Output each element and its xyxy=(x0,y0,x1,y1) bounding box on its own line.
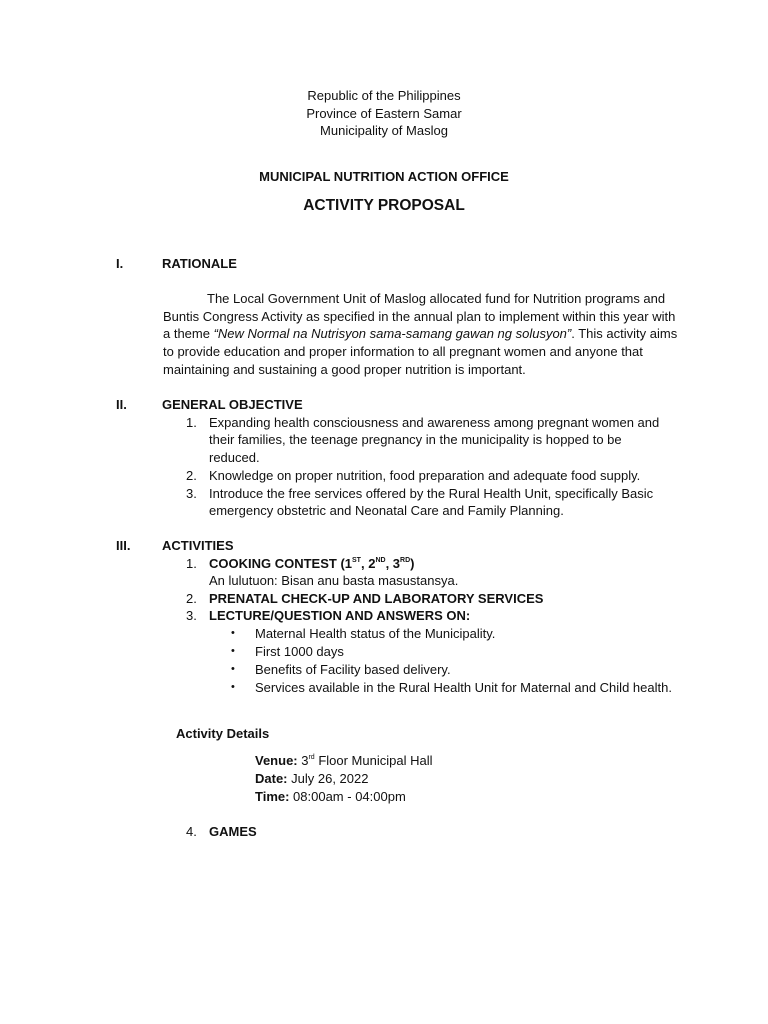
ordinal-suffix: RD xyxy=(400,557,411,564)
objective-number: 1. xyxy=(186,415,197,430)
section-heading-rationale: RATIONALE xyxy=(162,256,237,271)
venue-ordinal-suffix: rd xyxy=(308,754,315,761)
activity-number: 1. xyxy=(186,556,197,571)
office-name: MUNICIPAL NUTRITION ACTION OFFICE xyxy=(259,169,509,184)
ordinal-suffix: ND xyxy=(375,557,386,564)
section-heading-objective: GENERAL OBJECTIVE xyxy=(162,397,303,412)
bullet-icon: • xyxy=(231,627,235,639)
time-line xyxy=(255,788,406,806)
objective-number: 3. xyxy=(186,486,197,501)
venue-line xyxy=(255,752,432,770)
rationale-paragraph xyxy=(163,290,683,379)
activity-cooking-contest xyxy=(209,555,415,573)
lecture-topic: Services available in the Rural Health Unit for Maternal and Child health. xyxy=(255,680,672,695)
bullet-icon: • xyxy=(231,681,235,693)
cooking-contest-separator: , 3 xyxy=(385,556,401,571)
objective-item-text: reduced. xyxy=(209,450,260,465)
cooking-contest-label: COOKING CONTEST (1 xyxy=(209,556,353,571)
bullet-icon: • xyxy=(231,663,235,675)
time-label: Time: xyxy=(255,789,290,804)
activity-games: GAMES xyxy=(209,824,257,839)
cooking-contest-subtext: An lulutuon: Bisan anu basta masustansya. xyxy=(209,573,459,588)
date-value: July 26, 2022 xyxy=(287,771,369,786)
objective-number: 2. xyxy=(186,468,197,483)
cooking-contest-close: ) xyxy=(410,556,415,571)
date-line xyxy=(255,770,368,788)
objective-item-text: emergency obstetric and Neonatal Care and Family Planning. xyxy=(209,503,564,518)
objective-item-text: Knowledge on proper nutrition, food preparation and adequate food supply. xyxy=(209,468,641,483)
time-value: 08:00am - 04:00pm xyxy=(289,789,406,804)
section-numeral-rationale: I. xyxy=(116,256,124,271)
lecture-topic: Maternal Health status of the Municipality. xyxy=(255,626,496,641)
lecture-topic: First 1000 days xyxy=(255,644,344,659)
header-line-province: Province of Eastern Samar xyxy=(306,106,462,121)
activity-details-heading: Activity Details xyxy=(176,726,270,741)
bullet-icon: • xyxy=(231,645,235,657)
rationale-text-after: . This activity aims to provide education and proper information to all pregnant women and anyone that maintaining and sustaining a good proper nutrition is important. xyxy=(163,326,678,377)
document-title: ACTIVITY PROPOSAL xyxy=(303,197,465,214)
lecture-topic: Benefits of Facility based delivery. xyxy=(255,662,451,677)
objective-item-text: Expanding health consciousness and awareness among pregnant women and xyxy=(209,415,660,430)
objective-item-text: Introduce the free services offered by the Rural Health Unit, specifically Basic xyxy=(209,486,654,501)
ordinal-suffix: ST xyxy=(352,557,361,564)
date-label: Date: xyxy=(255,771,288,786)
venue-value-post: Floor Municipal Hall xyxy=(314,753,433,768)
rationale-theme: “New Normal na Nutrisyon sama-samang gawan ng solusyon” xyxy=(213,326,572,342)
activity-lecture: LECTURE/QUESTION AND ANSWERS ON: xyxy=(209,608,471,623)
activity-number: 2. xyxy=(186,591,197,606)
section-heading-activities: ACTIVITIES xyxy=(162,538,234,553)
section-numeral-activities: III. xyxy=(116,538,131,553)
cooking-contest-separator: , 2 xyxy=(360,556,376,571)
header-line-municipality: Municipality of Maslog xyxy=(320,123,448,138)
venue-value-pre: 3 xyxy=(297,753,309,768)
venue-label: Venue: xyxy=(255,753,298,768)
activity-number: 3. xyxy=(186,608,197,623)
section-numeral-objective: II. xyxy=(116,397,127,412)
activity-prenatal-checkup: PRENATAL CHECK-UP AND LABORATORY SERVICES xyxy=(209,591,544,606)
objective-item-text: their families, the teenage pregnancy in the municipality is hopped to be xyxy=(209,432,622,447)
rationale-text-before: The Local Government Unit of Maslog allocated fund for Nutrition programs and Buntis Congress Activity as specified in the annual plan to implement within this year with a theme xyxy=(163,291,676,342)
activity-number: 4. xyxy=(186,824,197,839)
header-line-republic: Republic of the Philippines xyxy=(307,88,461,103)
